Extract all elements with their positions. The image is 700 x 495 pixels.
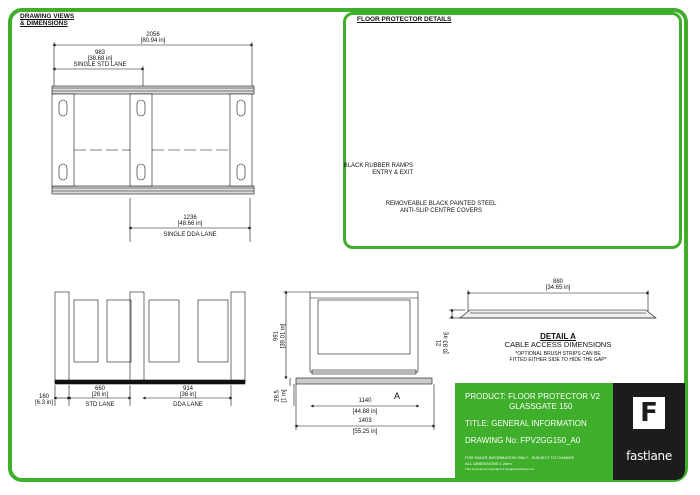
end-height-dim-in: [39.01 in] <box>280 323 287 349</box>
elev-std-label: STD LANE <box>85 402 115 408</box>
end-inner-dim-in: [44.88 in] <box>352 409 378 415</box>
detail-a-title: DETAIL A <box>540 332 576 341</box>
product-line-2: GLASSGATE 150 <box>509 402 573 411</box>
title-block <box>455 383 685 480</box>
elev-std-dim: 660 <box>94 386 106 392</box>
detail-height-dim-in: [0.83 in] <box>443 332 450 354</box>
title-line: TITLE: GENERAL INFORMATION <box>465 419 587 428</box>
detail-a-note: *OPTIONAL BRUSH STRIPS CAN BE <box>515 351 601 357</box>
elev-dda-label: DDA LANE <box>173 402 203 408</box>
end-inner-dim: 1140 <box>358 398 372 404</box>
fine-print-3: This document is copyright of Integrated Design Ltd <box>465 467 534 471</box>
ramps-callout: BLACK RUBBER RAMPS <box>343 163 413 169</box>
plan-overall-dim-in: [80.94 in] <box>140 38 166 44</box>
end-low-dim-in: [1 in] <box>281 389 288 403</box>
plan-dda-dim-in: [48.66 in] <box>177 221 203 227</box>
end-outer-dim: 1403 <box>358 418 372 424</box>
logo-wordmark: fastlane <box>626 449 672 463</box>
elev-base-dim: 160 <box>38 394 50 400</box>
detail-a-note-2: FITTED EITHER SIDE TO HIDE THE GAP* <box>509 357 607 363</box>
drawing-views-heading: DRAWING VIEWS <box>20 13 75 20</box>
detail-width-dim: 880 <box>552 279 564 285</box>
detail-a <box>449 290 656 318</box>
plan-view <box>52 42 254 242</box>
detail-a-marker: A <box>393 391 401 401</box>
fastlane-logo <box>613 383 685 480</box>
plan-std-dim: 983 <box>94 50 106 56</box>
floor-protector-panel <box>343 12 682 249</box>
drawing-number: DRAWING No: FPV2GG150_A0 <box>465 436 581 445</box>
fine-print-1: FOR SALES INFORMATION ONLY - SUBJECT TO CHANGE <box>465 455 575 460</box>
covers-callout: REMOVEABLE BLACK PAINTED STEEL <box>385 201 497 207</box>
plan-dda-label: SINGLE DDA LANE <box>163 232 217 238</box>
end-height-dim: 991 <box>273 330 280 342</box>
plan-dda-dim: 1236 <box>183 215 197 221</box>
logo-f-icon: F <box>633 397 665 429</box>
elev-dda-dim: 914 <box>182 386 194 392</box>
detail-height-dim: 21 <box>436 339 443 347</box>
end-outer-dim-in: [55.25 in] <box>352 429 378 435</box>
side-elevation <box>55 292 245 406</box>
elev-dda-dim-in: [36 in] <box>179 392 197 398</box>
plan-std-dim-in: [38.68 in] <box>87 56 113 62</box>
elev-base-dim-in: [6.3 in] <box>34 400 54 406</box>
plan-std-label: SINGLE STD LANE <box>73 62 127 68</box>
elev-std-dim-in: [26 in] <box>91 392 109 398</box>
dimensions-heading: & DIMENSIONS <box>20 20 68 27</box>
covers-callout-2: ANTI-SLIP CENTRE COVERS <box>400 208 482 214</box>
detail-width-dim-in: [34.65 in] <box>545 285 571 291</box>
ramps-callout-2: ENTRY & EXIT <box>372 170 413 176</box>
product-line: PRODUCT: FLOOR PROTECTOR V2 <box>465 392 600 401</box>
floor-protector-heading: FLOOR PROTECTOR DETAILS <box>357 16 452 23</box>
fine-print-2: ALL DIMENSIONS ± 2mm <box>465 461 512 466</box>
end-low-dim: 28.5 <box>274 390 281 402</box>
plan-overall-dim: 2056 <box>146 32 160 38</box>
detail-a-subtitle: CABLE ACCESS DIMENSIONS <box>504 340 612 349</box>
